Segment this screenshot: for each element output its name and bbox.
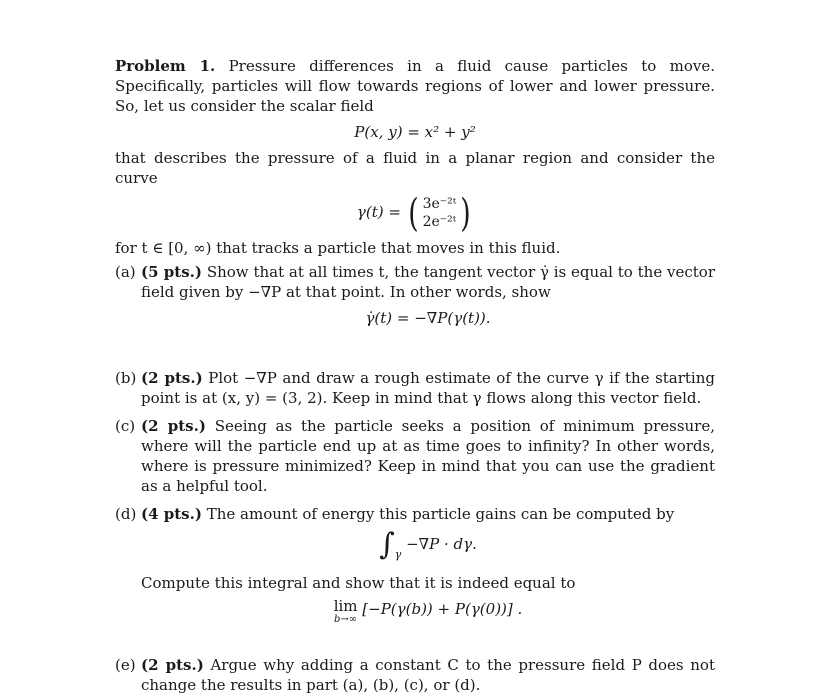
left-paren: ( bbox=[407, 191, 419, 235]
scalar-field-equation: P(x, y) = x² + y² bbox=[354, 123, 476, 141]
part-a bbox=[115, 262, 715, 302]
vector-entries bbox=[421, 195, 459, 231]
vector-bottom: 2e⁻²ᵗ bbox=[422, 214, 457, 230]
lim-under: b→∞ bbox=[334, 614, 358, 625]
part-a-points: (5 pts.) bbox=[141, 263, 202, 281]
part-d-compute: Compute this integral and show that it is indeed equal to bbox=[141, 574, 576, 592]
curve-intro: that describes the pressure of a fluid in a planar region and consider the curve bbox=[115, 149, 715, 187]
integral-sign: ∫ bbox=[379, 527, 395, 562]
integral-subscript: γ bbox=[394, 548, 402, 561]
part-c-text: Seeing as the particle seeks a position of minimum pressure, where will the particle end up at as time goes to infinity? In other words, where is pressure minimized? Keep in mind that you can use the gradient as a helpful tool. bbox=[141, 417, 715, 495]
problem-page bbox=[115, 56, 715, 695]
integral-body: −∇P · dγ. bbox=[406, 535, 477, 553]
problem-title: Problem 1. bbox=[115, 57, 216, 75]
problem-intro bbox=[115, 56, 715, 116]
curve-lhs: γ(t) = bbox=[356, 203, 401, 221]
part-d-limit bbox=[141, 599, 715, 627]
part-c-label: (c) bbox=[115, 417, 136, 435]
vector-top: 3e⁻²ᵗ bbox=[422, 196, 457, 212]
part-a-label: (a) bbox=[115, 263, 136, 281]
part-a-text: Show that at all times t, the tangent vector γ̇ is equal to the vector field given by −∇P at that point. In other words, show bbox=[141, 263, 716, 301]
right-paren: ) bbox=[460, 191, 471, 235]
part-e bbox=[115, 655, 715, 695]
curve-description: for t ∈ [0, ∞) that tracks a particle that moves in this fluid. bbox=[115, 239, 561, 257]
limit-operator bbox=[334, 599, 358, 627]
part-d-points: (4 pts.) bbox=[141, 505, 202, 523]
part-c bbox=[115, 416, 715, 496]
part-d-text: The amount of energy this particle gains can be computed by bbox=[206, 505, 675, 523]
part-b-points: (2 pts.) bbox=[141, 369, 203, 387]
part-e-points: (2 pts.) bbox=[141, 656, 204, 674]
part-c-points: (2 pts.) bbox=[141, 417, 206, 435]
part-b-text: Plot −∇P and draw a rough estimate of the curve γ if the starting point is at (x, y) = (3, 2). Keep in mind that γ flows along this vector field. bbox=[141, 369, 715, 407]
part-b bbox=[115, 368, 715, 408]
part-a-equation: γ̇(t) = −∇P(γ(t)). bbox=[365, 309, 491, 327]
part-e-text: Argue why adding a constant C to the pressure field P does not change the results in part (a), (b), (c), or (d). bbox=[141, 656, 715, 694]
part-d bbox=[115, 504, 715, 524]
part-d-integral bbox=[141, 527, 715, 565]
intro-text: Pressure differences in a fluid cause particles to move. Specifically, particles will flow towards regions of lower and lower pressure. So, let us consider the scalar field bbox=[115, 57, 715, 115]
part-b-label: (b) bbox=[115, 369, 137, 387]
part-e-label: (e) bbox=[115, 656, 136, 674]
lim-word: lim bbox=[333, 597, 358, 615]
curve-vector bbox=[406, 191, 473, 235]
part-d-label: (d) bbox=[115, 505, 137, 523]
limit-expression: [−P(γ(b)) + P(γ(0))] . bbox=[362, 600, 523, 618]
curve-equation bbox=[115, 191, 715, 235]
